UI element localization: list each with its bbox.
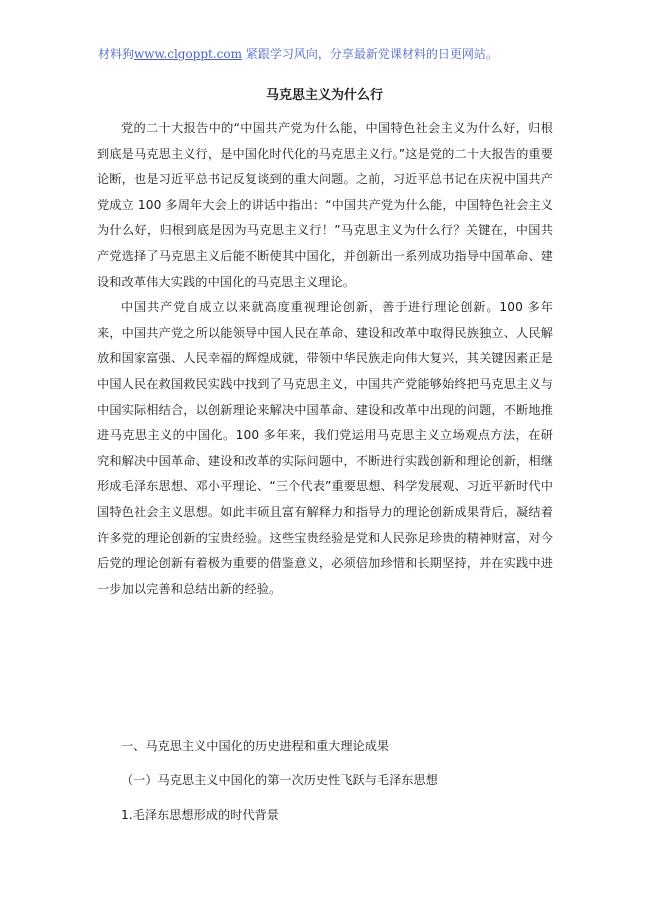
site-header: [98, 46, 498, 62]
section-heading-level2: （一）马克思主义中国化的第一次历史性飞跃与毛泽东思想: [121, 773, 438, 787]
section-heading-level1: 一、马克思主义中国化的历史进程和重大理论成果: [121, 739, 390, 753]
document-title: 马克思主义为什么行: [265, 88, 383, 103]
section-heading-level3: 1.毛泽东思想形成的时代背景: [121, 808, 279, 822]
paragraph-2: 中国共产党自成立以来就高度重视理论创新，善于进行理论创新。100 多年来，中国共产党之所以能领导中国人民在革命、建设和改革中取得民族独立、人民解放和国家富强、人民幸福的辉煌成就，带领中华民族走向伟大复兴，其关键因素正是中国人民在救国救民实践中找到了马克思主义，中国共产党能够始终把马克思主义与中国实际相结合，以创新理论来解决中国革命、建设和改革中出现的问题，不断地推进马克思主义的中国化。100 多年来，我们党运用马克思主义立场观点方法，在研究和解决中国革命、建设和改革的实际问题中，不断进行实践创新和理论创新，相继形成毛泽东思想、邓小平理论、“三个代表”重要思想、科学发展观、习近平新时代中国特色社会主义思想。如此丰硕且富有解释力和指导力的理论创新成果背后，凝结着许多党的理论创新的宝贵经验。这些宝贵经验是党和人民弥足珍贵的精神财富，对今后党的理论创新有着极为重要的借鉴意义，必须倍加珍惜和长期坚持，并在实践中进一步加以完善和总结出新的经验。: [97, 300, 553, 596]
header-prefix: 材料狗: [98, 47, 135, 61]
header-slogan: 紧跟学习风向，分享最新党课材料的日更网站。: [242, 47, 498, 61]
paragraph-1: 党的二十大报告中的“中国共产党为什么能，中国特色社会主义为什么好，归根到底是马克思主义行，是中国化时代化的马克思主义行。”这是党的二十大报告的重要论断，也是习近平总书记反复谈到的重大问题。之前，习近平总书记在庆祝中国共产党成立 100 多周年大会上的讲话中指出：“中国共产党为什么能，中国特色社会主义为什么好，归根到底是因为马克思主义行！”马克思主义为什么行？关键在，中国共产党选择了马克思主义后能不断使其中国化，并创新出一系列成功指导中国革命、建设和改革伟大实践的中国化的马克思主义理论。: [97, 121, 553, 289]
document-body: [97, 116, 553, 602]
header-site-link[interactable]: www.clgoppt.com: [134, 47, 243, 61]
